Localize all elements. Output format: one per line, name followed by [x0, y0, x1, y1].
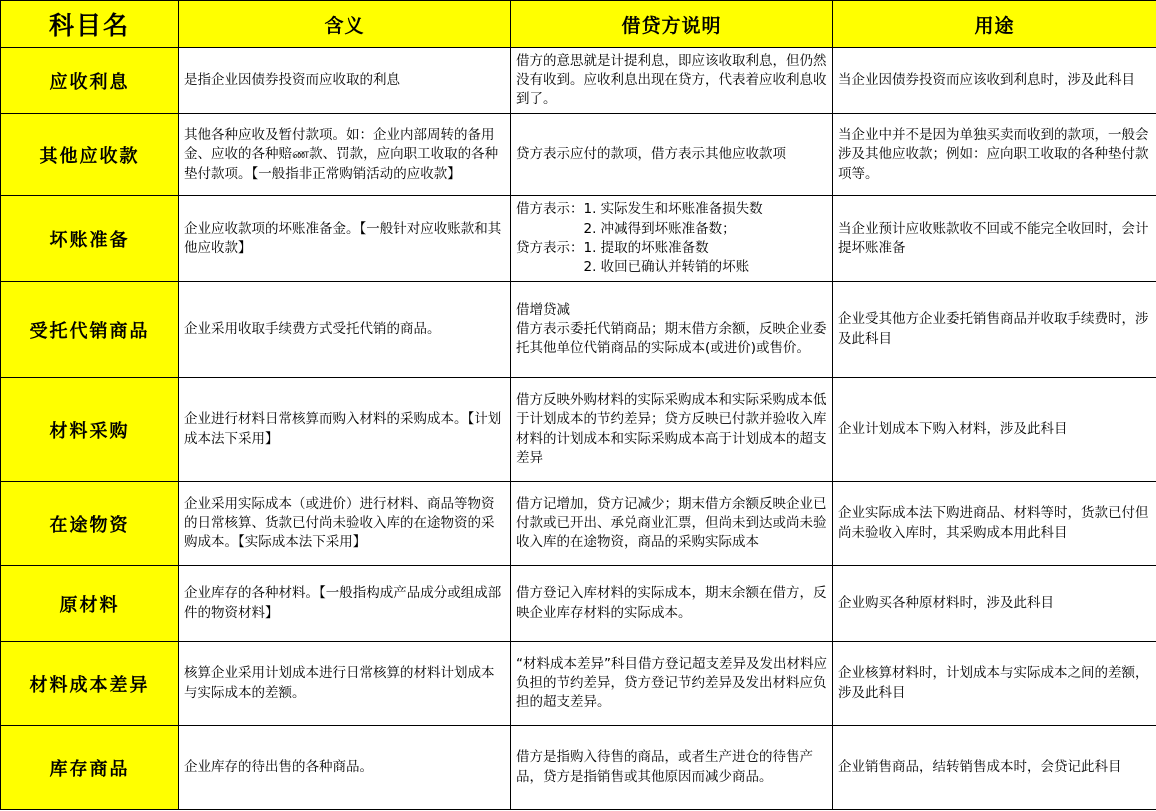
debit-credit-line: 2. 冲减得到坏账准备数；	[516, 220, 736, 237]
meaning-cell	[179, 378, 511, 482]
meaning-cell	[179, 482, 511, 566]
usage-line: 企业购买各种原材料时，涉及此科目	[838, 595, 1054, 612]
debit-credit-cell	[511, 114, 833, 196]
column-header-debit-credit: 借贷方说明	[511, 1, 833, 48]
debit-credit-cell	[511, 196, 833, 282]
column-header-usage: 用途	[833, 1, 1156, 48]
debit-credit-line: 借方登记入库材料的实际成本，期末余额在借方，反映企业库存材料的实际成本。	[516, 585, 827, 621]
subject-name: 在途物资	[1, 482, 179, 566]
usage-cell	[833, 196, 1156, 282]
table-row	[1, 114, 1156, 196]
debit-credit-cell	[511, 48, 833, 114]
usage-line: 当企业预计应收账款收不回或不能完全收回时，会计提坏账准备	[838, 220, 1149, 256]
debit-credit-cell	[511, 482, 833, 566]
column-header-subject: 科目名	[1, 1, 179, 48]
meaning-cell	[179, 114, 511, 196]
debit-credit-line: 借方记增加，贷方记减少；期末借方余额反映企业已付款或已开出、承兑商业汇票，但尚未到达或尚未验收入库的在途物资，商品的采购实际成本	[516, 495, 827, 551]
usage-cell	[833, 482, 1156, 566]
usage-cell	[833, 726, 1156, 810]
debit-credit-cell	[511, 378, 833, 482]
debit-credit-line: 借方表示委托代销商品；期末借方余额，反映企业委托其他单位代销商品的实际成本(或进价)或售价。	[516, 321, 827, 357]
meaning-line: 企业采用实际成本（或进价）进行材料、商品等物资的日常核算、货款已付尚未验收入库的在途物资的采购成本。【实际成本法下采用】	[184, 495, 495, 551]
subject-name: 库存商品	[1, 726, 179, 810]
subject-name: 受托代销商品	[1, 282, 179, 378]
meaning-line: 核算企业采用计划成本进行日常核算的材料计划成本与实际成本的差额。	[184, 665, 495, 701]
usage-line: 企业实际成本法下购进商品、材料等时，货款已付但尚未验收入库时，其采购成本用此科目	[838, 505, 1149, 541]
debit-credit-cell	[511, 726, 833, 810]
meaning-cell	[179, 726, 511, 810]
debit-credit-cell	[511, 282, 833, 378]
debit-credit-line: 借方反映外购材料的实际采购成本和实际采购成本低于计划成本的节约差异；贷方反映已付款并验收入库材料的计划成本和实际采购成本高于计划成本的超支差异	[516, 392, 827, 466]
usage-line: 当企业中并不是因为单独买卖而收到的款项，一般会涉及其他应收款；例如：应向职工收取的各种垫付款项等。	[838, 127, 1149, 182]
subject-name: 原材料	[1, 566, 179, 642]
usage-line: 企业受其他方企业委托销售商品并收取手续费时，涉及此科目	[838, 311, 1149, 347]
meaning-line: 企业库存的各种材料。【一般指构成产品成分或组成部件的物资材料】	[184, 585, 502, 621]
table-row	[1, 196, 1156, 282]
column-header-meaning: 含义	[179, 1, 511, 48]
debit-credit-line: 2. 收回已确认并转销的坏账	[516, 258, 750, 275]
debit-credit-cell	[511, 642, 833, 726]
debit-credit-line: 借方表示：1. 实际发生和坏账准备损失数	[516, 201, 763, 218]
table-row	[1, 282, 1156, 378]
usage-line: 企业计划成本下购入材料，涉及此科目	[838, 421, 1068, 438]
debit-credit-line: 借方是指购入待售的商品，或者生产进仓的待售产品，贷方是指销售或其他原因而减少商品。	[516, 749, 813, 785]
debit-credit-line: “材料成本差异”科目借方登记超支差异及发出材料应负担的节约差异，贷方登记节约差异及发出材料应负担的超支差异。	[516, 655, 827, 711]
usage-cell	[833, 282, 1156, 378]
meaning-cell	[179, 642, 511, 726]
meaning-line: 企业库存的待出售的各种商品。	[184, 759, 373, 776]
debit-credit-line: 借方的意思就是计提利息，即应该收取利息，但仍然没有收到。应收利息出现在贷方，代表着应收利息收到了。	[516, 53, 827, 108]
table-row	[1, 482, 1156, 566]
usage-line: 企业核算材料时，计划成本与实际成本之间的差额，涉及此科目	[838, 665, 1149, 701]
usage-cell	[833, 378, 1156, 482]
debit-credit-cell	[511, 566, 833, 642]
subject-name: 坏账准备	[1, 196, 179, 282]
table-row	[1, 378, 1156, 482]
usage-cell	[833, 642, 1156, 726]
meaning-line: 企业进行材料日常核算而购入材料的采购成本。【计划成本法下采用】	[184, 411, 502, 447]
meaning-line: 其他各种应收及暂付款项。如：企业内部周转的备用金、应收的各种赔ண款、罚款，应向职工收取的各种垫付款项。【一般指非正常购销活动的应收款】	[184, 127, 499, 182]
subject-name: 材料采购	[1, 378, 179, 482]
meaning-line: 是指企业因债券投资而应收取的利息	[184, 72, 400, 89]
table-row	[1, 566, 1156, 642]
usage-cell	[833, 566, 1156, 642]
usage-cell	[833, 114, 1156, 196]
meaning-cell	[179, 196, 511, 282]
table-row	[1, 642, 1156, 726]
meaning-cell	[179, 48, 511, 114]
table-row	[1, 726, 1156, 810]
meaning-line: 企业采用收取手续费方式受托代销的商品。	[184, 321, 441, 338]
table-header-row	[1, 1, 1156, 48]
subject-name: 材料成本差异	[1, 642, 179, 726]
meaning-line: 企业应收款项的坏账准备金。【一般针对应收账款和其他应收款】	[184, 220, 502, 256]
subject-name: 应收利息	[1, 48, 179, 114]
usage-line: 企业销售商品，结转销售成本时，会贷记此科目	[838, 759, 1122, 776]
usage-line: 当企业因债券投资而应该收到利息时，涉及此科目	[838, 72, 1135, 89]
meaning-cell	[179, 282, 511, 378]
subject-name: 其他应收款	[1, 114, 179, 196]
debit-credit-line: 贷方表示：1. 提取的坏账准备数	[516, 239, 709, 256]
usage-cell	[833, 48, 1156, 114]
debit-credit-line: 贷方表示应付的款项，借方表示其他应收款项	[516, 146, 786, 163]
table-row	[1, 48, 1156, 114]
meaning-cell	[179, 566, 511, 642]
debit-credit-line: 借增贷减	[516, 301, 570, 318]
